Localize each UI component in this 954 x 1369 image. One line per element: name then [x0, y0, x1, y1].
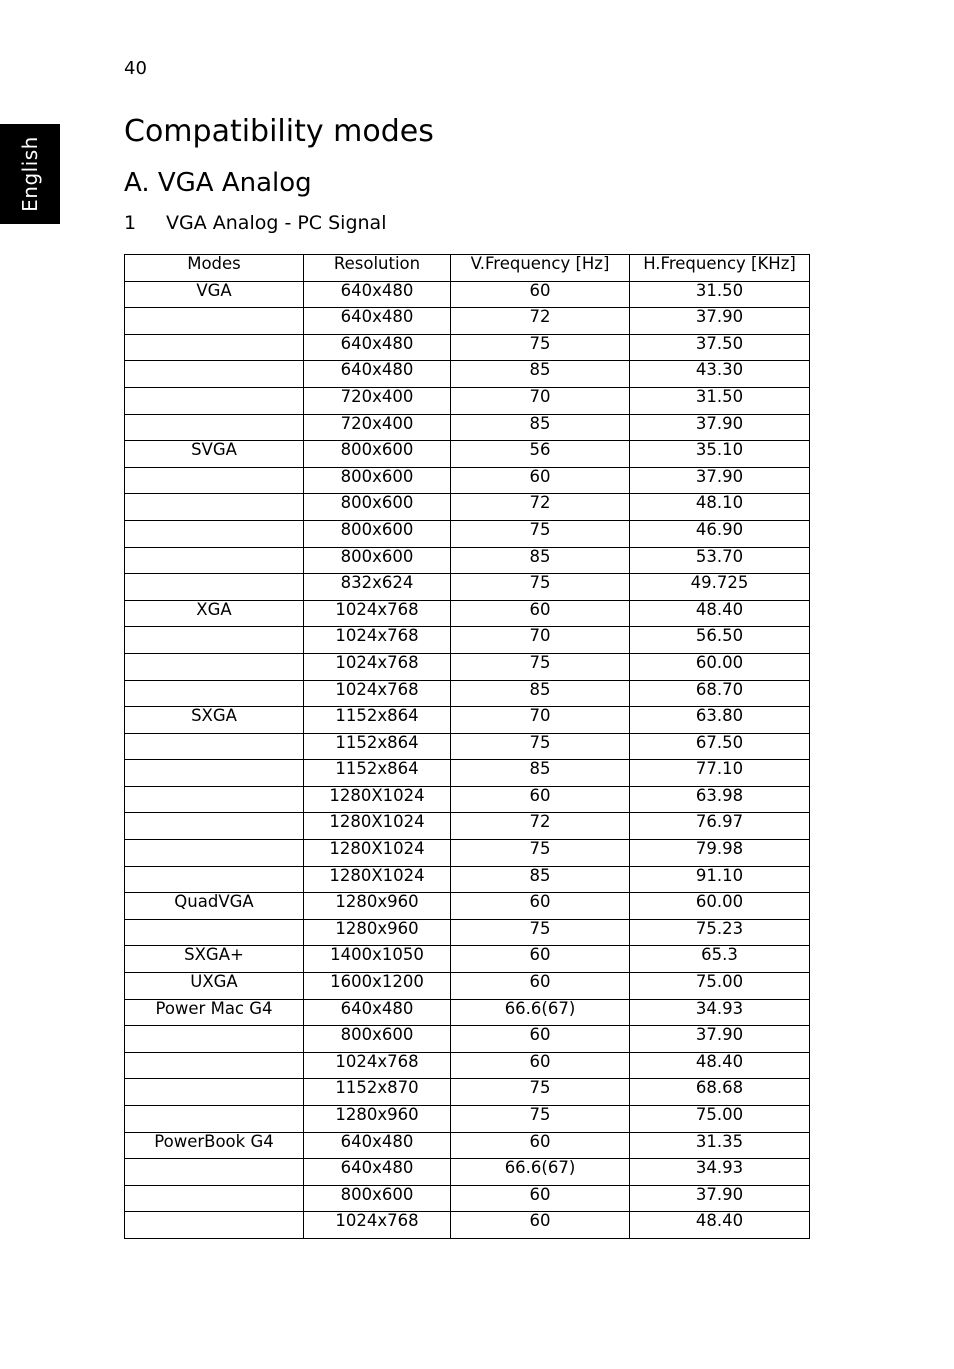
- cell-resolution: 1152x864: [304, 733, 451, 760]
- cell-resolution: 1024x768: [304, 653, 451, 680]
- cell-v-frequency: 85: [451, 414, 630, 441]
- table-row: [125, 973, 810, 1000]
- cell-v-frequency: 72: [451, 494, 630, 521]
- cell-v-frequency: 70: [451, 627, 630, 654]
- cell-v-frequency: 60: [451, 281, 630, 308]
- cell-h-frequency: 75.00: [630, 973, 810, 1000]
- cell-v-frequency: 60: [451, 893, 630, 920]
- section-title: A. VGA Analog: [124, 168, 312, 198]
- table-row: [125, 813, 810, 840]
- cell-resolution: 1280x960: [304, 893, 451, 920]
- table-row: [125, 707, 810, 734]
- cell-v-frequency: 60: [451, 1026, 630, 1053]
- cell-v-frequency: 75: [451, 840, 630, 867]
- cell-resolution: 832x624: [304, 574, 451, 601]
- cell-mode: Power Mac G4: [125, 999, 304, 1026]
- cell-resolution: 800x600: [304, 547, 451, 574]
- table-row: [125, 919, 810, 946]
- cell-v-frequency: 85: [451, 760, 630, 787]
- cell-resolution: 1152x864: [304, 760, 451, 787]
- table-row: [125, 494, 810, 521]
- cell-resolution: 1024x768: [304, 600, 451, 627]
- cell-v-frequency: 70: [451, 707, 630, 734]
- table-row: [125, 281, 810, 308]
- table-row: [125, 441, 810, 468]
- cell-resolution: 1400x1050: [304, 946, 451, 973]
- cell-resolution: 1152x864: [304, 707, 451, 734]
- table-row: [125, 1026, 810, 1053]
- cell-mode: [125, 1052, 304, 1079]
- cell-v-frequency: 60: [451, 1212, 630, 1239]
- cell-mode: [125, 520, 304, 547]
- table-row: [125, 467, 810, 494]
- table-row: [125, 361, 810, 388]
- cell-v-frequency: 75: [451, 520, 630, 547]
- table-row: [125, 414, 810, 441]
- cell-h-frequency: 60.00: [630, 893, 810, 920]
- cell-resolution: 640x480: [304, 281, 451, 308]
- cell-v-frequency: 60: [451, 467, 630, 494]
- cell-resolution: 800x600: [304, 1026, 451, 1053]
- cell-mode: [125, 547, 304, 574]
- cell-v-frequency: 60: [451, 1185, 630, 1212]
- table-row: [125, 1132, 810, 1159]
- cell-v-frequency: 60: [451, 786, 630, 813]
- table-row: [125, 387, 810, 414]
- table-row: [125, 520, 810, 547]
- language-tab: [0, 124, 60, 224]
- table-header-row: [125, 255, 810, 282]
- header-resolution: Resolution: [304, 255, 451, 282]
- cell-resolution: 1024x768: [304, 680, 451, 707]
- cell-mode: [125, 786, 304, 813]
- table-row: [125, 680, 810, 707]
- table-row: [125, 653, 810, 680]
- cell-mode: [125, 361, 304, 388]
- cell-resolution: 640x480: [304, 999, 451, 1026]
- page-title: Compatibility modes: [124, 114, 434, 149]
- cell-h-frequency: 37.90: [630, 1185, 810, 1212]
- language-tab-label: English: [18, 136, 42, 212]
- cell-resolution: 1024x768: [304, 1212, 451, 1239]
- cell-resolution: 800x600: [304, 520, 451, 547]
- cell-h-frequency: 60.00: [630, 653, 810, 680]
- cell-mode: QuadVGA: [125, 893, 304, 920]
- cell-mode: [125, 334, 304, 361]
- cell-v-frequency: 75: [451, 1079, 630, 1106]
- cell-mode: [125, 1106, 304, 1133]
- cell-mode: [125, 627, 304, 654]
- table-row: [125, 1212, 810, 1239]
- cell-resolution: 1280x960: [304, 1106, 451, 1133]
- table-row: [125, 1106, 810, 1133]
- cell-h-frequency: 31.35: [630, 1132, 810, 1159]
- cell-v-frequency: 75: [451, 919, 630, 946]
- cell-resolution: 800x600: [304, 1185, 451, 1212]
- table-row: [125, 1079, 810, 1106]
- cell-h-frequency: 65.3: [630, 946, 810, 973]
- cell-resolution: 1600x1200: [304, 973, 451, 1000]
- cell-h-frequency: 76.97: [630, 813, 810, 840]
- table-row: [125, 840, 810, 867]
- cell-resolution: 1280X1024: [304, 786, 451, 813]
- cell-mode: [125, 1079, 304, 1106]
- table-row: [125, 627, 810, 654]
- cell-resolution: 1280X1024: [304, 866, 451, 893]
- cell-mode: [125, 414, 304, 441]
- cell-v-frequency: 85: [451, 680, 630, 707]
- cell-h-frequency: 48.40: [630, 1212, 810, 1239]
- subsection-title: VGA Analog - PC Signal: [166, 212, 387, 234]
- table-row: [125, 1052, 810, 1079]
- cell-resolution: 640x480: [304, 1159, 451, 1186]
- subsection-heading: [124, 212, 386, 234]
- cell-mode: [125, 866, 304, 893]
- cell-v-frequency: 60: [451, 1052, 630, 1079]
- cell-h-frequency: 46.90: [630, 520, 810, 547]
- cell-v-frequency: 85: [451, 866, 630, 893]
- table-row: [125, 733, 810, 760]
- subsection-number: 1: [124, 212, 137, 234]
- cell-mode: XGA: [125, 600, 304, 627]
- cell-h-frequency: 49.725: [630, 574, 810, 601]
- cell-h-frequency: 48.40: [630, 1052, 810, 1079]
- cell-mode: VGA: [125, 281, 304, 308]
- cell-v-frequency: 72: [451, 308, 630, 335]
- cell-resolution: 640x480: [304, 334, 451, 361]
- cell-h-frequency: 53.70: [630, 547, 810, 574]
- cell-v-frequency: 56: [451, 441, 630, 468]
- cell-resolution: 800x600: [304, 494, 451, 521]
- cell-h-frequency: 48.10: [630, 494, 810, 521]
- cell-v-frequency: 66.6(67): [451, 999, 630, 1026]
- cell-mode: SXGA: [125, 707, 304, 734]
- cell-mode: [125, 653, 304, 680]
- cell-h-frequency: 56.50: [630, 627, 810, 654]
- cell-v-frequency: 60: [451, 946, 630, 973]
- cell-mode: [125, 1159, 304, 1186]
- cell-h-frequency: 79.98: [630, 840, 810, 867]
- cell-resolution: 1280x960: [304, 919, 451, 946]
- cell-mode: [125, 1185, 304, 1212]
- table-row: [125, 999, 810, 1026]
- cell-h-frequency: 31.50: [630, 387, 810, 414]
- cell-v-frequency: 66.6(67): [451, 1159, 630, 1186]
- cell-h-frequency: 34.93: [630, 999, 810, 1026]
- cell-h-frequency: 77.10: [630, 760, 810, 787]
- table-row: [125, 1159, 810, 1186]
- cell-mode: [125, 1212, 304, 1239]
- header-v-frequency: V.Frequency [Hz]: [451, 255, 630, 282]
- cell-v-frequency: 60: [451, 600, 630, 627]
- table-row: [125, 574, 810, 601]
- cell-h-frequency: 37.90: [630, 467, 810, 494]
- cell-h-frequency: 37.90: [630, 414, 810, 441]
- table-row: [125, 866, 810, 893]
- cell-mode: [125, 308, 304, 335]
- cell-h-frequency: 75.00: [630, 1106, 810, 1133]
- cell-h-frequency: 35.10: [630, 441, 810, 468]
- table-row: [125, 1185, 810, 1212]
- cell-v-frequency: 75: [451, 733, 630, 760]
- cell-resolution: 1280X1024: [304, 840, 451, 867]
- compatibility-table: [124, 254, 810, 1239]
- cell-h-frequency: 31.50: [630, 281, 810, 308]
- cell-v-frequency: 75: [451, 1106, 630, 1133]
- table-body: [125, 281, 810, 1238]
- table-row: [125, 893, 810, 920]
- cell-h-frequency: 43.30: [630, 361, 810, 388]
- cell-v-frequency: 75: [451, 574, 630, 601]
- cell-mode: [125, 494, 304, 521]
- cell-v-frequency: 85: [451, 547, 630, 574]
- cell-mode: [125, 467, 304, 494]
- table-row: [125, 547, 810, 574]
- cell-v-frequency: 72: [451, 813, 630, 840]
- cell-resolution: 800x600: [304, 441, 451, 468]
- cell-resolution: 1024x768: [304, 627, 451, 654]
- cell-resolution: 1152x870: [304, 1079, 451, 1106]
- cell-mode: [125, 813, 304, 840]
- cell-resolution: 1024x768: [304, 1052, 451, 1079]
- cell-v-frequency: 75: [451, 334, 630, 361]
- cell-v-frequency: 60: [451, 1132, 630, 1159]
- header-h-frequency: H.Frequency [KHz]: [630, 255, 810, 282]
- table-row: [125, 308, 810, 335]
- cell-resolution: 720x400: [304, 414, 451, 441]
- cell-resolution: 640x480: [304, 308, 451, 335]
- cell-mode: [125, 760, 304, 787]
- cell-mode: [125, 733, 304, 760]
- table-row: [125, 600, 810, 627]
- cell-mode: UXGA: [125, 973, 304, 1000]
- cell-v-frequency: 70: [451, 387, 630, 414]
- cell-h-frequency: 37.90: [630, 308, 810, 335]
- cell-mode: [125, 574, 304, 601]
- table-row: [125, 760, 810, 787]
- cell-resolution: 800x600: [304, 467, 451, 494]
- cell-mode: SXGA+: [125, 946, 304, 973]
- cell-resolution: 640x480: [304, 361, 451, 388]
- cell-mode: [125, 1026, 304, 1053]
- cell-resolution: 1280X1024: [304, 813, 451, 840]
- cell-v-frequency: 75: [451, 653, 630, 680]
- cell-h-frequency: 37.50: [630, 334, 810, 361]
- cell-h-frequency: 68.70: [630, 680, 810, 707]
- cell-v-frequency: 85: [451, 361, 630, 388]
- cell-mode: [125, 840, 304, 867]
- cell-h-frequency: 48.40: [630, 600, 810, 627]
- cell-resolution: 720x400: [304, 387, 451, 414]
- cell-mode: [125, 919, 304, 946]
- cell-mode: [125, 680, 304, 707]
- cell-mode: [125, 387, 304, 414]
- cell-h-frequency: 63.80: [630, 707, 810, 734]
- cell-mode: SVGA: [125, 441, 304, 468]
- cell-h-frequency: 63.98: [630, 786, 810, 813]
- cell-resolution: 640x480: [304, 1132, 451, 1159]
- page-number: 40: [124, 58, 147, 79]
- cell-h-frequency: 91.10: [630, 866, 810, 893]
- table-row: [125, 334, 810, 361]
- cell-h-frequency: 37.90: [630, 1026, 810, 1053]
- cell-v-frequency: 60: [451, 973, 630, 1000]
- cell-h-frequency: 34.93: [630, 1159, 810, 1186]
- header-modes: Modes: [125, 255, 304, 282]
- table-row: [125, 786, 810, 813]
- cell-mode: PowerBook G4: [125, 1132, 304, 1159]
- cell-h-frequency: 75.23: [630, 919, 810, 946]
- table-row: [125, 946, 810, 973]
- cell-h-frequency: 67.50: [630, 733, 810, 760]
- cell-h-frequency: 68.68: [630, 1079, 810, 1106]
